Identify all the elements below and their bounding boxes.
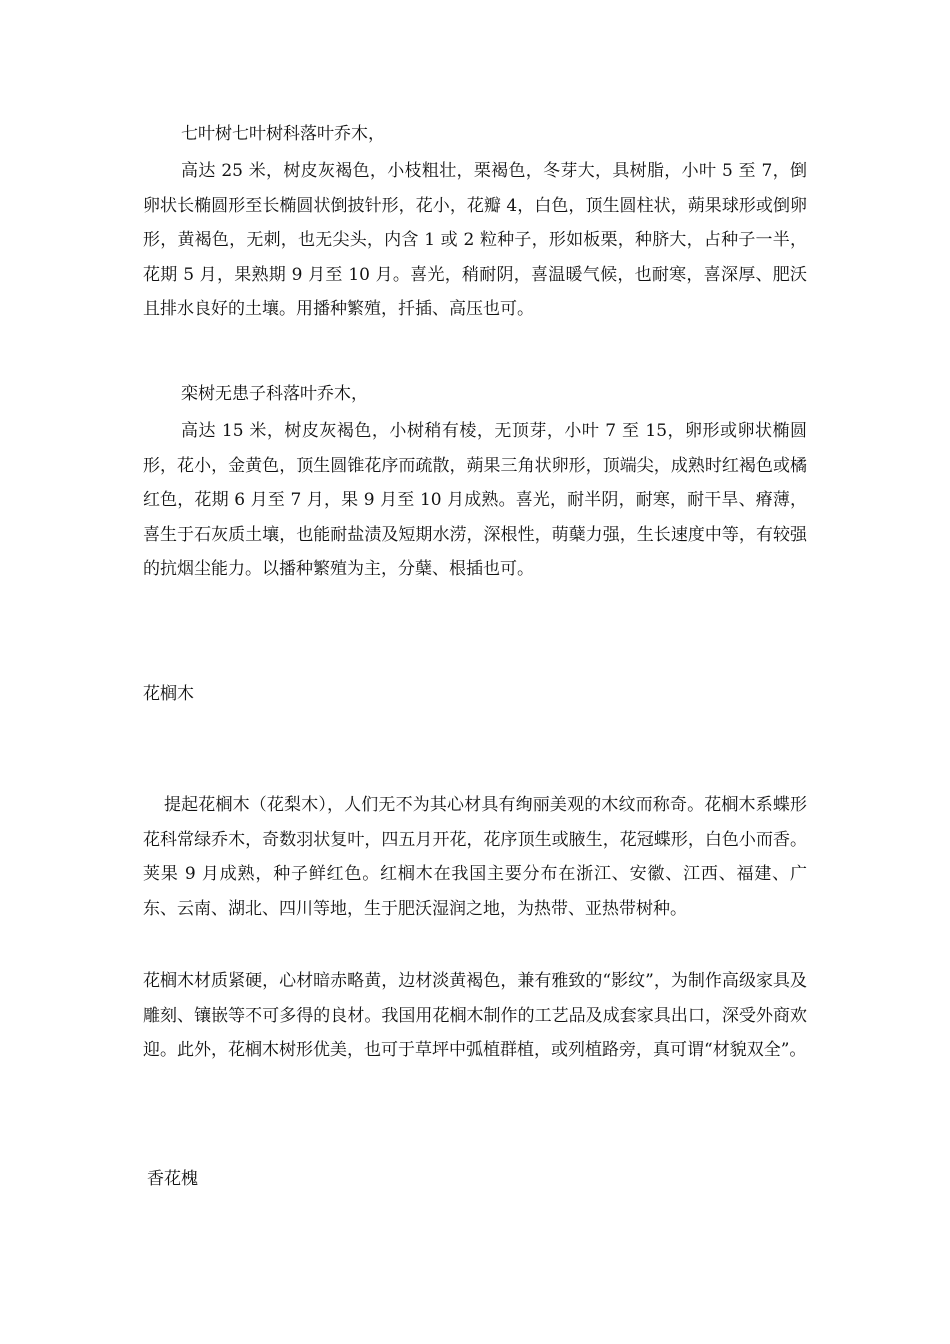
section-para-hualumu-2: 花榈木材质紧硬，心材暗赤略黄，边材淡黄褐色，兼有雅致的“影纹”，为制作高级家具及雕刻、镶嵌等不可多得的良材。我国用花榈木制作的工艺品及成套家具出口，深受外商欢迎。此外，花榈木树形优美，也可于草坪中弧植群植，或列植路旁，真可谓“材貌双全”。 <box>143 971 807 1060</box>
section-body-qiyeshu: 高达 25 米，树皮灰褐色，小枝粗壮，栗褐色，冬芽大，具树脂，小叶 5 至 7，倒卵状长椭圆形至长椭圆状倒披针形，花小，花瓣 4，白色，顶生圆柱状，蒴果球形或倒卵形，黄褐色，无刺，也无尖头，内含 1 或 2 粒种子，形如板栗，种脐大，占种子一半，花期 5 月，果熟期 9 月至 10 月。喜光，稍耐阴，喜温暖气候，也耐寒，喜深厚、肥沃且排水良好的土壤。用播种繁殖，扦插、高压也可。 <box>143 161 807 319</box>
section-heading-luanshu: 栾树无患子科落叶乔木， <box>181 384 368 404</box>
section-para-hualumu-1: 提起花榈木（花梨木），人们无不为其心材具有绚丽美观的木纹而称奇。花榈木系蝶形花科常绿乔木，奇数羽状复叶，四五月开花，花序顶生或腋生，花冠蝶形，白色小而香。荚果 9 月成熟，种子鲜红色。红榈木在我国主要分布在浙江、安徽、江西、福建、广东、云南、湖北、四川等地，生于肥沃湿润之地，为热带、亚热带树种。 <box>143 795 807 919</box>
section-heading-qiyeshu: 七叶树七叶树科落叶乔木， <box>181 124 385 144</box>
section-heading-xianghuahuai: 香花槐 <box>147 1169 198 1189</box>
section-heading-hualumu: 花榈木 <box>143 684 194 704</box>
section-body-luanshu: 高达 15 米，树皮灰褐色，小树稍有棱，无顶芽，小叶 7 至 15，卵形或卵状椭圆形，花小，金黄色，顶生圆锥花序而疏散，蒴果三角状卵形，顶端尖，成熟时红褐色或橘红色，花期 6 月至 7 月，果 9 月至 10 月成熟。喜光，耐半阴，耐寒，耐干旱、瘠薄，喜生于石灰质土壤，也能耐盐渍及短期水涝，深根性，萌蘖力强，生长速度中等，有较强的抗烟尘能力。以播种繁殖为主，分蘖、根插也可。 <box>143 421 807 579</box>
